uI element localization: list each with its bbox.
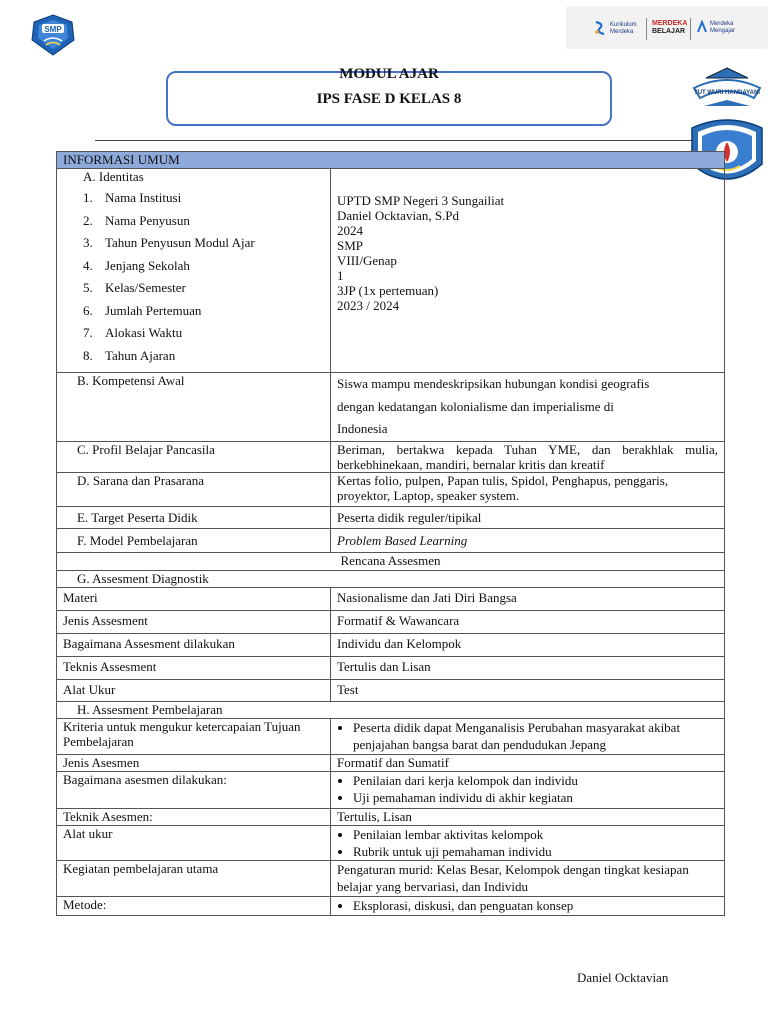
sarana-prasarana-label: D. Sarana dan Prasarana [57,473,331,507]
diagnostik-row-value: Individu dan Kelompok [331,634,725,657]
footer-author-name: Daniel Ocktavian [577,970,669,985]
merdeka-mengajar-line1: Merdeka [710,21,734,27]
diagnostik-row-label: Bagaimana Assesment dilakukan [57,634,331,657]
alat-ukur-bullet: • Rubrik untuk uji pemahaman individu [353,843,718,860]
identitas-value: VIII/Genap [337,253,397,268]
merdeka-belajar-line2: BELAJAR [652,28,686,35]
diagnostik-row-value: Tertulis dan Lisan [331,657,725,680]
identitas-value: SMP [337,238,364,253]
diagnostik-row-value: Nasionalisme dan Jati Diri Bangsa [331,588,725,611]
tut-wuri-logo-text: TUT WURI HANDAYANI [694,90,760,96]
profil-pancasila-value: Beriman, bertakwa kepada Tuhan YME, dan berakhlak mulia, berkebhinekaan, mandiri, bernalar kritis dan kreatif [331,442,725,473]
assesment-pembelajaran-heading: H. Assesment Pembelajaran [57,702,725,719]
identitas-item: 3. Tahun Penyusun Modul Ajar [83,235,255,250]
merdeka-mengajar-icon [696,20,708,34]
identitas-value: 3JP (1x pertemuan) [337,283,439,298]
smp-logo-text: SMP [44,25,62,34]
kurikulum-merdeka-logo [566,6,768,49]
target-peserta-value: Peserta didik reguler/tipikal [331,507,725,529]
kurikulum-logo-line2: Merdeka [610,29,634,35]
jenis-asesmen-value: Formatif dan Sumatif [331,755,725,772]
kriteria-bullet: • Peserta didik dapat Menganalisis Perubahan masyarakat akibat penjajahan bangsa barat dan pendudukan Jepang [353,719,718,753]
assesment-diagnostik-heading: G. Assesment Diagnostik [57,571,725,588]
identitas-value: 2024 [337,223,363,238]
merdeka-belajar-line1: MERDEKA [652,20,688,27]
alat-ukur-value [331,826,725,861]
merdeka-mengajar-line2: Mengajar [710,28,736,34]
identitas-value: UPTD SMP Negeri 3 Sungailiat [337,193,505,208]
bagaimana-asesmen-value [331,772,725,809]
alat-ukur-bullet: • Penilaian lembar aktivitas kelompok [353,826,718,843]
kegiatan-utama-value: Pengaturan murid: Kelas Besar, Kelompok dengan tingkat kesiapan belajar yang bervariasi, dan Individu [331,861,725,897]
identitas-item: 7. Alokasi Waktu [83,325,183,340]
identitas-item: 4. Jenjang Sekolah [83,257,190,273]
document-subtitle: IPS FASE D KELAS 8 [316,91,462,107]
informasi-umum-table [56,151,725,916]
identitas-item: 1. Nama Institusi [83,190,182,205]
kompetensi-awal-value [331,373,725,442]
diagnostik-row-label: Materi [57,588,331,611]
kurikulum-swirl-icon [594,20,606,36]
metode-value [331,897,725,916]
identitas-item: 8. Tahun Ajaran [83,347,176,363]
identitas-item: 5. Kelas/Semester [83,280,186,295]
identitas-heading: A. Identitas [83,169,144,184]
alat-ukur-label: Alat ukur [57,826,331,861]
diagnostik-row-value: Formatif & Wawancara [331,611,725,634]
model-pembelajaran-value: Problem Based Learning [331,529,725,553]
bagaimana-asesmen-label: Bagaimana asesmen dilakukan: [57,772,331,809]
kompetensi-line: Siswa mampu mendeskripsikan hubungan kondisi geografis [337,376,650,391]
profil-pancasila-label: C. Profil Belajar Pancasila [57,442,331,473]
kompetensi-line: Indonesia [337,421,388,436]
identitas-values-cell [331,169,725,373]
metode-label: Metode: [57,897,331,916]
diagnostik-row-label: Jenis Assesment [57,611,331,634]
diagnostik-row-value: Test [331,680,725,702]
kurikulum-logo-line1: Kurikulum [610,22,637,28]
bagaimana-bullet: • Penilaian dari kerja kelompok dan individu [353,772,718,789]
smp-logo [30,14,76,56]
kompetensi-awal-label: B. Kompetensi Awal [57,373,331,442]
kriteria-label: Kriteria untuk mengukur ketercapaian Tujuan Pembelajaran [57,719,331,755]
rencana-assesmen-heading: Rencana Assesmen [57,553,725,571]
identitas-labels-cell [57,169,331,373]
diagnostik-row-label: Alat Ukur [57,680,331,702]
kompetensi-line: dengan kedatangan kolonialisme dan imperialisme di [337,398,614,414]
metode-bullet: • Eksplorasi, diskusi, dan penguatan konsep [353,897,718,914]
target-peserta-label: E. Target Peserta Didik [57,507,331,529]
document-title: MODUL AJAR [339,66,439,82]
header-divider [95,140,715,141]
diagnostik-row-label: Teknis Assesment [57,657,331,680]
kegiatan-utama-label: Kegiatan pembelajaran utama [57,861,331,897]
section-header-informasi-umum: INFORMASI UMUM [57,152,725,169]
identitas-item: 6. Jumlah Pertemuan [83,302,202,318]
identitas-item: 2. Nama Penyusun [83,212,190,228]
teknik-asesmen-label: Teknik Asesmen: [57,809,331,826]
model-pembelajaran-label: F. Model Pembelajaran [57,529,331,553]
kriteria-value [331,719,725,755]
identitas-value: Daniel Ocktavian, S.Pd [337,208,460,223]
identitas-value: 1 [337,268,344,283]
jenis-asesmen-label: Jenis Asesmen [57,755,331,772]
identitas-value: 2023 / 2024 [337,298,400,313]
bagaimana-bullet: • Uji pemahaman individu di akhir kegiatan [353,789,718,806]
teknik-asesmen-value: Tertulis, Lisan [331,809,725,826]
identitas-list [63,187,324,367]
sarana-prasarana-value: Kertas folio, pulpen, Papan tulis, Spidol, Penghapus, penggaris, proyektor, Laptop, speaker system. [331,473,725,507]
